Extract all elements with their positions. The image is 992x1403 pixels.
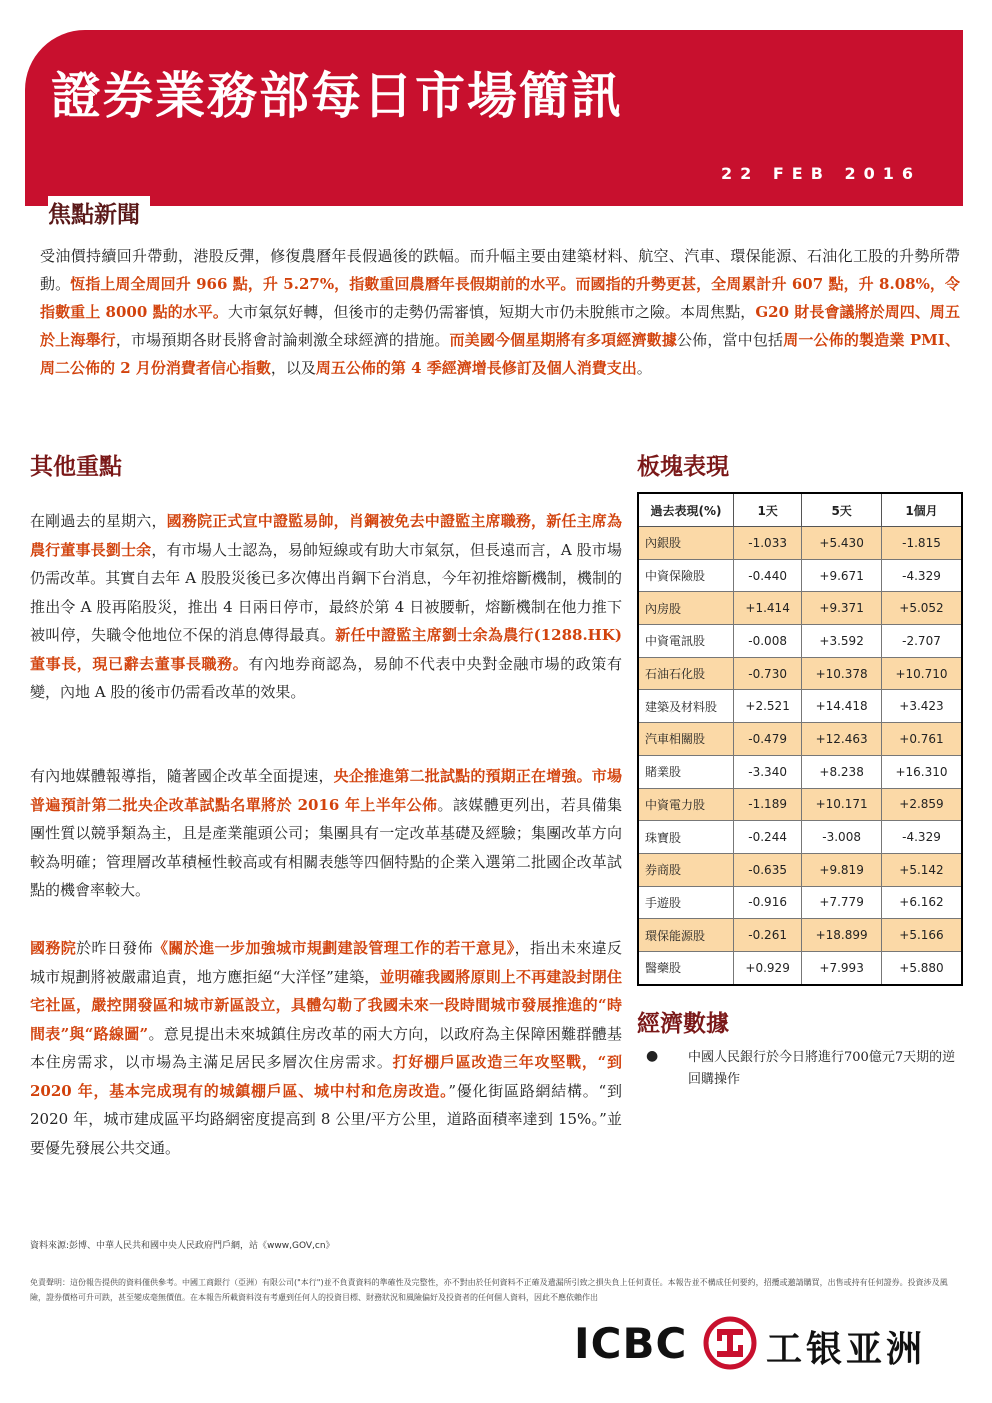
disclaimer: 免責聲明：這份報告提供的資料僅供參考。中國工商銀行（亞洲）有限公司("本行")並不負責資料的準確性及完整性，亦不對由於任何資料不正確及遺漏所引致之損失負上任何責任。本報告並不構成任何要約，招攬或邀請購買，出售或持有任何證券。投資涉及風險，證券價格可升可跌，甚至變成毫無價值。在本報告所載資料沒有考慮到任何人的投資目標、財務狀況和風險偏好及投資者的任何個人資料，因此不應依賴作出 <box>30 1278 948 1302</box>
change-1m-cell: -1.815 <box>882 527 963 560</box>
sector-name-cell: 賭業股 <box>638 755 734 788</box>
table-header-row <box>638 493 962 527</box>
sector-name-cell: 券商股 <box>638 853 734 886</box>
change-1m-cell: +5.052 <box>882 592 963 625</box>
change-1m-cell: -2.707 <box>882 625 963 658</box>
icbc-emblem-icon <box>702 1315 758 1371</box>
highlight-text: 周一公佈的製造業 PMI、周二公佈的 2 月份消費者信心指數 <box>40 331 960 377</box>
change-1d-cell: -0.916 <box>734 886 802 919</box>
change-1m-cell: +6.162 <box>882 886 963 919</box>
economic-data-title: 經濟數據 <box>637 1011 729 1037</box>
other-highlights-title: 其他重點 <box>30 454 122 480</box>
text-run: ，市場預期各財長將會討論刺激全球經濟的措施。 <box>115 331 450 349</box>
text-run: ”優化街區路網結構。“到 2020 年，城市建成區平均路網密度提高到 8 公里/平方公里，道路面積率達到 15%。”並要優先發展公共交通。 <box>30 1081 622 1157</box>
highlight-text: 央企推進第二批試點的預期正在增強。市場普遍預計第二批央企改革試點名單將於 2016 年上半年公佈 <box>30 767 622 814</box>
text-run: 在剛過去的星期六， <box>30 512 167 530</box>
table-row <box>638 592 962 625</box>
change-1m-cell: +5.166 <box>882 919 963 952</box>
focus-news-body <box>40 242 960 382</box>
column-header: 1天 <box>734 493 802 527</box>
sector-name-cell: 內銀股 <box>638 527 734 560</box>
change-5d-cell: +9.671 <box>802 559 882 592</box>
text-run: ，指出未來違反城市規劃將被嚴肅追責，地方應拒絕“大洋怪”建築， <box>30 939 622 986</box>
sector-performance-title: 板塊表現 <box>637 454 729 480</box>
sector-name-cell: 建築及材料股 <box>638 690 734 723</box>
report-date: 22 FEB 2016 <box>721 164 921 183</box>
table-row <box>638 788 962 821</box>
highlight-text: 而美國今個星期將有多項經濟數據 <box>449 331 678 349</box>
text-run: ，有市場人士認為，易帥短線或有助大市氣氛，但長遠而言，A 股市場仍需改革。其實自去年 A 股股災後已多次傳出肖鋼下台消息，今年初推熔斷機制，機制的推出令 A 股再陷股災，推出 4 日兩日停市，最終於第 4 日被腰斬，熔斷機制在他力推下被叫停，失職令他地位不保的消息傳得最真。 <box>30 540 622 644</box>
text-run: 。 <box>636 359 652 377</box>
change-1d-cell: -0.440 <box>734 559 802 592</box>
text-run: 公佈，當中包括 <box>677 331 784 349</box>
change-5d-cell: +7.993 <box>802 951 882 984</box>
change-5d-cell: +5.430 <box>802 527 882 560</box>
table-row <box>638 559 962 592</box>
text-run: 有內地媒體報導指，隨著國企改革全面提速， <box>30 767 334 785</box>
table-row <box>638 625 962 658</box>
highlight-text: G20 財長會議將於周四、周五於上海舉行 <box>40 303 960 349</box>
change-1m-cell: +16.310 <box>882 755 963 788</box>
change-5d-cell: +7.779 <box>802 886 882 919</box>
logo-chinese: 工银亚洲 <box>766 1329 927 1370</box>
table-row <box>638 919 962 952</box>
bullet-icon: ● <box>646 1048 659 1064</box>
change-1m-cell: +3.423 <box>882 690 963 723</box>
change-1d-cell: -3.340 <box>734 755 802 788</box>
column-header: 1個月 <box>882 493 963 527</box>
change-5d-cell: +10.378 <box>802 657 882 690</box>
text-run: 有內地券商認為，易帥不代表中央對金融市場的政策有變，內地 A 股的後市仍需看改革的效果。 <box>30 654 622 701</box>
sector-name-cell: 內房股 <box>638 592 734 625</box>
change-1m-cell: +5.142 <box>882 853 963 886</box>
change-1m-cell: -4.329 <box>882 559 963 592</box>
change-1m-cell: +2.859 <box>882 788 963 821</box>
sector-table-body <box>638 527 962 985</box>
column-header: 過去表現(%) <box>638 493 734 527</box>
table-row <box>638 527 962 560</box>
page-title: 證券業務部每日市場簡訊 <box>51 67 623 125</box>
table-row <box>638 657 962 690</box>
change-5d-cell: +14.418 <box>802 690 882 723</box>
highlight-text: 打好棚戶區改造三年攻堅戰，“到 2020 年，基本完成現有的城鎮棚戶區、城中村和危房改造。 <box>30 1053 622 1100</box>
change-5d-cell: +10.171 <box>802 788 882 821</box>
table-row <box>638 690 962 723</box>
change-5d-cell: +3.592 <box>802 625 882 658</box>
highlight-text: 國務院 <box>30 939 77 957</box>
change-1d-cell: -0.008 <box>734 625 802 658</box>
icbc-logo <box>574 1318 964 1368</box>
column-header: 5天 <box>802 493 882 527</box>
change-5d-cell: -3.008 <box>802 821 882 854</box>
change-1m-cell: +10.710 <box>882 657 963 690</box>
change-1d-cell: +1.414 <box>734 592 802 625</box>
highlight-text: 國務院正式宣中證監易帥，肖鋼被免去中證監主席職務，新任主席為農行董事長劉士余 <box>30 512 622 559</box>
sector-name-cell: 珠寶股 <box>638 821 734 854</box>
change-1d-cell: +2.521 <box>734 690 802 723</box>
change-1d-cell: -0.261 <box>734 919 802 952</box>
change-5d-cell: +9.819 <box>802 853 882 886</box>
other-paragraph-1 <box>30 507 622 707</box>
data-source-note: 資料來源:彭博、中華人民共和國中央人民政府門戶網，站《www,GOV,cn》 <box>30 1241 335 1251</box>
sector-name-cell: 石油石化股 <box>638 657 734 690</box>
text-run: ，以及 <box>270 359 316 377</box>
table-row <box>638 723 962 756</box>
text-run: 大市氣氛好轉，但後市的走勢仍需審慎，短期大市仍未脫熊市之險。本周焦點， <box>227 303 756 321</box>
economic-data-item: 中國人民銀行於今日將進行700億元7天期的逆回購操作 <box>688 1050 956 1087</box>
sector-name-cell: 環保能源股 <box>638 919 734 952</box>
change-1d-cell: -1.189 <box>734 788 802 821</box>
sector-name-cell: 汽車相關股 <box>638 723 734 756</box>
logo-english: ICBC <box>574 1319 688 1368</box>
table-row <box>638 821 962 854</box>
table-row <box>638 755 962 788</box>
highlight-text: 周五公佈的第 4 季經濟增長修訂及個人消費支出 <box>315 359 637 377</box>
highlight-text: 新任中證監主席劉士余為農行(1288.HK)董事長，現已辭去董事長職務。 <box>30 626 622 673</box>
text-run: 於昨日發佈 <box>76 939 154 957</box>
header-banner <box>25 30 963 206</box>
other-paragraph-3 <box>30 934 622 1162</box>
sector-name-cell: 中資電訊股 <box>638 625 734 658</box>
change-5d-cell: +9.371 <box>802 592 882 625</box>
sector-name-cell: 手遊股 <box>638 886 734 919</box>
table-row <box>638 853 962 886</box>
highlight-text: 並明確我國將原則上不再建設封閉住宅社區，嚴控開發區和城市新區設立，具體勾勒了我國未來一段時間城市發展推進的“時間表”與“路線圖” <box>30 967 622 1043</box>
change-5d-cell: +8.238 <box>802 755 882 788</box>
sector-name-cell: 醫藥股 <box>638 951 734 984</box>
highlight-text: 《關於進一步加強城市規劃建設管理工作的若干意見》 <box>153 939 515 957</box>
change-1m-cell: +5.880 <box>882 951 963 984</box>
change-1d-cell: -0.244 <box>734 821 802 854</box>
text-run: 。意見提出未來城鎮住房改革的兩大方向，以政府為主保障困難群體基本住房需求，以市場為主滿足居民多層次住房需求。 <box>30 1024 622 1071</box>
change-5d-cell: +18.899 <box>802 919 882 952</box>
change-1d-cell: -0.635 <box>734 853 802 886</box>
change-1d-cell: -0.479 <box>734 723 802 756</box>
text-run: 受油價持續回升帶動，港股反彈，修復農曆年長假過後的跌幅。而升幅主要由建築材料、航空、汽車、環保能源、石油化工股的升勢所帶動。 <box>40 247 960 293</box>
sector-performance-table <box>637 492 963 986</box>
change-1d-cell: -1.033 <box>734 527 802 560</box>
text-run: 。該媒體更列出，若具備集團性質以競爭類為主，且是產業龍頭公司；集團具有一定改革基礎及經驗；集團改革方向較為明確；管理層改革積極性較高或有相關表態等四個特點的企業入選第二批國企改革試點的機會率較大。 <box>30 795 622 899</box>
change-1m-cell: +0.761 <box>882 723 963 756</box>
highlight-text: 恆指上周全周回升 966 點，升 5.27%，指數重回農曆年長假期前的水平。而國指的升勢更甚，全周累計升 607 點，升 8.08%，令指數重上 8000 點的水平。 <box>40 275 960 321</box>
other-paragraph-2 <box>30 762 622 905</box>
change-1m-cell: -4.329 <box>882 821 963 854</box>
table-row <box>638 886 962 919</box>
change-5d-cell: +12.463 <box>802 723 882 756</box>
focus-news-title: 焦點新聞 <box>48 196 150 229</box>
sector-name-cell: 中資保險股 <box>638 559 734 592</box>
sector-name-cell: 中資電力股 <box>638 788 734 821</box>
change-1d-cell: +0.929 <box>734 951 802 984</box>
table-row <box>638 951 962 984</box>
change-1d-cell: -0.730 <box>734 657 802 690</box>
